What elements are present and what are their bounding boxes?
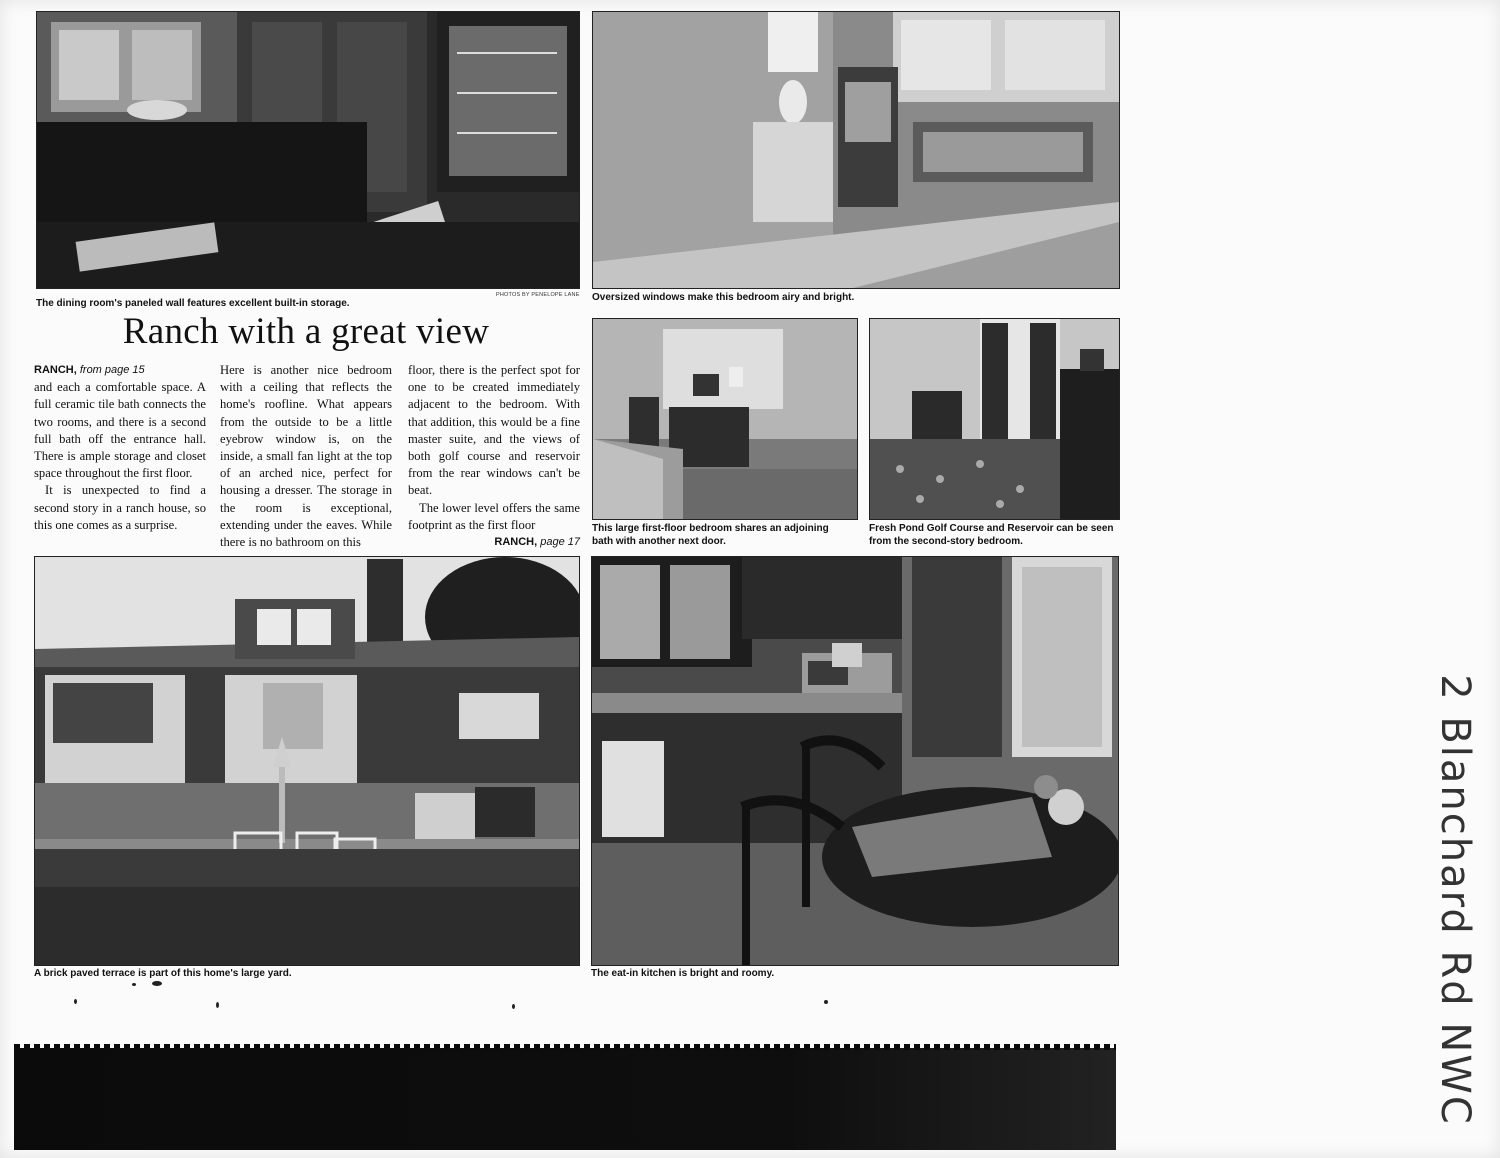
scan-speck	[152, 981, 162, 986]
col1-paragraph-1: and each a comfortable space. A full ceramic tile bath connects the two rooms, and there is a second full bath off the entrance hall. There is ample storage and closet space throughout the first floor.	[34, 380, 206, 481]
dining-room-caption: The dining room's paneled wall features excellent built-in storage.	[36, 298, 350, 309]
col3-paragraph-2: The lower level offers the same footprint as the first floor	[408, 500, 580, 532]
kitchen-photo	[591, 556, 1119, 966]
jump-to-label: RANCH,	[494, 536, 538, 549]
first-floor-bedroom-caption-line-2: bath with another next door.	[592, 536, 726, 547]
bedroom-windows-caption: Oversized windows make this bedroom airy and bright.	[592, 292, 855, 303]
first-floor-bedroom-photo	[592, 318, 858, 520]
handwritten-note-text: 2 Blanchard Rd NWC	[1432, 674, 1478, 1126]
first-floor-bedroom-caption-line-1: This large first-floor bedroom shares an adjoining	[592, 523, 829, 534]
second-story-caption-line-1: Fresh Pond Golf Course and Reservoir can be seen	[869, 523, 1114, 534]
photo-credit: PHOTOS BY PENELOPE LANE	[496, 292, 580, 298]
scan-speck	[216, 1002, 219, 1008]
first-floor-bedroom-caption	[592, 522, 862, 548]
bedroom-windows-photo	[592, 11, 1120, 289]
col1-paragraph-2: It is unexpected to find a second story in a ranch house, so this one comes as a surprise.	[34, 483, 206, 532]
terrace-photo	[34, 556, 580, 966]
second-story-bedroom-photo	[869, 318, 1120, 520]
scan-speck	[132, 983, 136, 986]
scan-speck	[74, 999, 77, 1004]
jump-from	[34, 362, 206, 379]
jump-from-page: from page 15	[79, 364, 145, 376]
headline: Ranch with a great view	[122, 311, 490, 352]
scan-dark-band	[14, 1048, 1116, 1150]
article-column-3	[408, 362, 580, 551]
col2-paragraph-1: Here is another nice bedroom with a ceiling that reflects the home's roofline. What appears from the outside to be a little eyebrow window is, on the inside, a small fan light at the top of an arched nice, perfect for housing a dresser. The storage in the room is exceptional, extending under the eaves. While there is no bathroom on this	[220, 363, 392, 550]
jump-to-page: page 17	[540, 536, 580, 549]
article-column-1	[34, 362, 206, 534]
col3-paragraph-1: floor, there is the perfect spot for one to be created immediately adjacent to the bedroom. With that addition, this would be a fine master suite, and the views of both golf course and reservoir from the rear windows can't be beat.	[408, 363, 580, 498]
kitchen-caption: The eat-in kitchen is bright and roomy.	[591, 968, 775, 979]
article-column-2	[220, 362, 392, 551]
second-story-caption-line-2: from the second-story bedroom.	[869, 536, 1023, 547]
handwritten-note	[1395, 674, 1500, 1126]
jump-from-label: RANCH,	[34, 364, 77, 376]
scan-speck	[512, 1004, 515, 1009]
dining-room-photo	[36, 11, 580, 289]
scan-speck	[824, 1000, 828, 1004]
jump-to	[408, 534, 580, 551]
second-story-bedroom-caption	[869, 522, 1119, 548]
terrace-caption: A brick paved terrace is part of this home's large yard.	[34, 968, 292, 979]
